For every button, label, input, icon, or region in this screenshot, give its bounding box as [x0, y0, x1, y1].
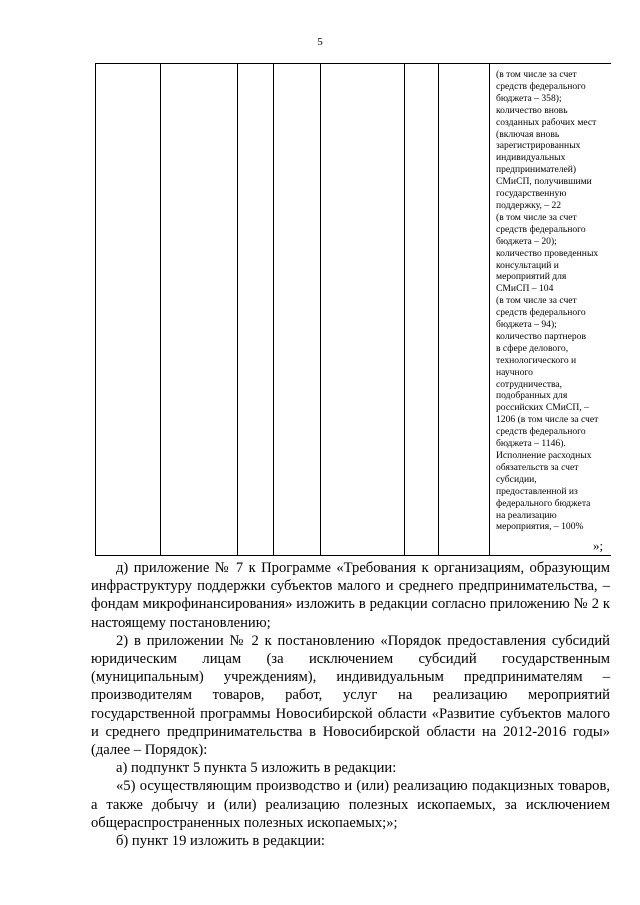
table-cell-empty	[96, 64, 161, 556]
table-cell-indicators	[490, 64, 611, 556]
body-text	[91, 559, 610, 850]
paragraph-quote-5: «5) осуществляющим производство и (или) реализацию подакцизных товаров, а также добычу и (или) реализацию полезных ископаемых, за исключением общераспространенных полезных ископаемых;»;	[91, 778, 610, 831]
indicators-text: (в том числе за счет средств федерального бюджета – 358); количество вновь созданных рабочих мест (включая вновь зарегистрированных индивидуальных предпринимателей) СМиСП, получившими государственную поддержку, – 22 (в том числе за счет средств федерального бюджета – 20); количество проведенных консультаций и мероприятий для СМиСП – 104 (в том числе за счет средств федерального бюджета – 94); количество партнеров в сфере делового, технологического и научного сотрудничества, подобранных для российских СМиСП, – 1206 (в том числе за счет средств федерального бюджета – 1146). Исполнение расходных обязательств за счет субсидии, предоставленной из федерального бюджета на реализацию мероприятия, – 100%	[496, 69, 599, 533]
page-number: 5	[317, 36, 323, 48]
paragraph-a: а) подпункт 5 пункта 5 изложить в редакции:	[116, 760, 397, 777]
data-table	[95, 63, 611, 556]
table-cell-empty	[439, 64, 490, 556]
table-cell-empty	[405, 64, 439, 556]
table-cell-empty	[321, 64, 405, 556]
paragraph-2: 2) в приложении № 2 к постановлению «Порядок предоставления субсидий юридическим лицам (за исключением субсидий государственным (муниципальным) учреждениям), индивидуальным предпринимателям – производителям товаров, работ, услуг на реализацию мероприятий государственной программы Новосибирской области «Развитие субъектов малого и среднего предпринимательства в Новосибирской области на 2012-2016 годы» (далее – Порядок):	[91, 632, 610, 759]
paragraph-d: д) приложение № 7 к Программе «Требования к организациям, образующим инфраструктуру поддержки субъектов малого и среднего предпринимательства, – фондам микрофинансирования» изложить в редакции согласно приложению № 2 к настоящему постановлению;	[91, 560, 610, 631]
table-cell-empty	[238, 64, 274, 556]
paragraph-b: б) пункт 19 изложить в редакции:	[116, 833, 325, 850]
table-cell-empty	[274, 64, 321, 556]
table-closing-quote: »;	[593, 538, 604, 553]
table-cell-empty	[161, 64, 238, 556]
